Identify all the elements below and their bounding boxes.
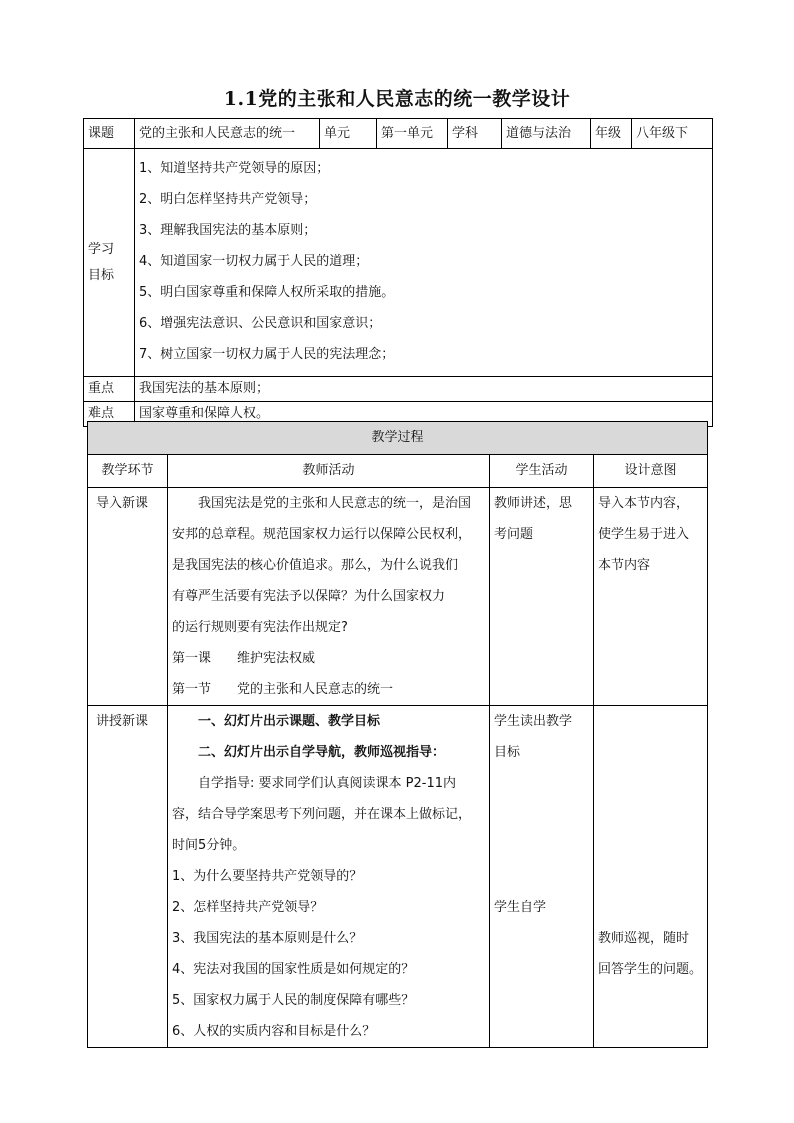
lecture-intent xyxy=(594,706,708,1048)
lecture-teacher xyxy=(168,706,490,1048)
info-header-row xyxy=(84,119,713,149)
teacher-line: 有尊严生活要有宪法予以保障？为什么国家权力 xyxy=(172,589,446,604)
teacher-line: 的运行规则要有宪法作出规定? xyxy=(172,620,348,635)
goal-item: 3、理解我国宪法的基本原则； xyxy=(139,223,317,238)
guide-line: 容，结合导学案思考下列问题，并在课本上做标记， xyxy=(172,807,472,822)
question-item: 6、人权的实质内容和目标是什么？ xyxy=(172,1024,376,1039)
subject-value: 道德与法治 xyxy=(502,119,591,149)
column-header: 教师活动 xyxy=(168,455,490,488)
spacer xyxy=(598,799,703,830)
unit-label: 单元 xyxy=(320,119,377,149)
question-item: 2、怎样坚持共产党领导？ xyxy=(172,900,324,915)
intent-line: 回答学生的问题。 xyxy=(598,962,703,977)
goal-item: 6、增强宪法意识、公民意识和国家意识； xyxy=(139,316,382,331)
goal-item: 7、树立国家一切权力属于人民的宪法理念； xyxy=(139,347,395,362)
spacer xyxy=(494,861,589,892)
spacer xyxy=(598,861,703,892)
student-line: 学生自学 xyxy=(494,900,547,915)
goals-label xyxy=(84,149,135,377)
course-value: 党的主张和人民意志的统一 xyxy=(135,119,320,149)
goals-row xyxy=(84,149,713,377)
question-item: 3、我国宪法的基本原则是什么？ xyxy=(172,931,363,946)
spacer xyxy=(598,737,703,768)
intro-stage: 导入新课 xyxy=(88,488,168,706)
student-line: 目标 xyxy=(494,745,521,760)
intro-row xyxy=(88,488,708,706)
step-heading: 二、幻灯片出示自学导航，教师巡视指导： xyxy=(198,745,446,760)
step-heading: 一、幻灯片出示课题、教学目标 xyxy=(198,714,381,729)
goal-item: 5、明白国家尊重和保障人权所采取的措施。 xyxy=(139,285,395,300)
student-line: 考问题 xyxy=(494,527,534,542)
question-item: 4、宪法对我国的国家性质是如何规定的？ xyxy=(172,962,415,977)
process-columns-row xyxy=(88,455,708,488)
subject-label: 学科 xyxy=(448,119,502,149)
teacher-line: 第一节 党的主张和人民意志的统一 xyxy=(172,682,394,697)
goal-item: 4、知道国家一切权力属于人民的道理； xyxy=(139,254,369,269)
spacer xyxy=(598,706,703,737)
teacher-line: 第一课 维护宪法权威 xyxy=(172,651,316,666)
key-label: 重点 xyxy=(84,377,135,402)
spacer xyxy=(598,768,703,799)
difficult-label: 难点 xyxy=(84,402,135,427)
guide-line: 时间5分钟。 xyxy=(172,838,246,853)
question-item: 5、国家权力属于人民的制度保障有哪些？ xyxy=(172,993,415,1008)
lecture-student xyxy=(490,706,594,1048)
intro-intent xyxy=(594,488,708,706)
difficult-value: 国家尊重和保障人权。 xyxy=(135,402,713,427)
process-header-row xyxy=(88,422,708,455)
teacher-line: 是我国宪法的核心价值追求。那么，为什么说我们 xyxy=(172,558,459,573)
student-line: 学生读出教学 xyxy=(494,714,573,729)
goals-label-line: 学习 xyxy=(88,241,115,257)
grade-label: 年级 xyxy=(591,119,632,149)
spacer xyxy=(598,892,703,923)
teacher-line: 安邦的总章程。规范国家权力运行以保障公民权利， xyxy=(172,527,472,542)
lecture-stage: 讲授新课 xyxy=(88,706,168,1048)
intro-teacher xyxy=(168,488,490,706)
intent-line: 导入本节内容， xyxy=(598,496,690,511)
intent-line: 使学生易于进入 xyxy=(598,527,690,542)
spacer xyxy=(598,830,703,861)
intent-line: 本节内容 xyxy=(598,558,651,573)
goals-label-line: 目标 xyxy=(88,267,115,283)
spacer xyxy=(494,799,589,830)
intro-student xyxy=(490,488,594,706)
column-header: 教学环节 xyxy=(88,455,168,488)
page-title: 1.1党的主张和人民意志的统一教学设计 xyxy=(223,88,571,110)
intent-line: 教师巡视，随时 xyxy=(598,931,690,946)
grade-value: 八年级下 xyxy=(632,119,713,149)
goal-item: 1、知道坚持共产党领导的原因； xyxy=(139,161,330,176)
column-header: 设计意图 xyxy=(594,455,708,488)
student-line: 教师讲述，思 xyxy=(494,496,573,511)
unit-value: 第一单元 xyxy=(377,119,448,149)
info-table xyxy=(83,118,713,427)
goal-item: 2、明白怎样坚持共产党领导； xyxy=(139,192,317,207)
column-header: 学生活动 xyxy=(490,455,594,488)
spacer xyxy=(494,830,589,861)
goals-list xyxy=(135,149,713,377)
process-table xyxy=(87,421,708,1048)
question-item: 1、为什么要坚持共产党领导的？ xyxy=(172,869,363,884)
teacher-line: 我国宪法是党的主张和人民意志的统一，是治国 xyxy=(198,496,472,511)
key-value: 我国宪法的基本原则； xyxy=(135,377,713,402)
process-header: 教学过程 xyxy=(88,422,708,455)
spacer xyxy=(494,768,589,799)
lecture-row xyxy=(88,706,708,1048)
key-row xyxy=(84,377,713,402)
course-label: 课题 xyxy=(84,119,135,149)
guide-line: 自学指导: 要求同学们认真阅读课本 P2-11内 xyxy=(198,776,456,791)
